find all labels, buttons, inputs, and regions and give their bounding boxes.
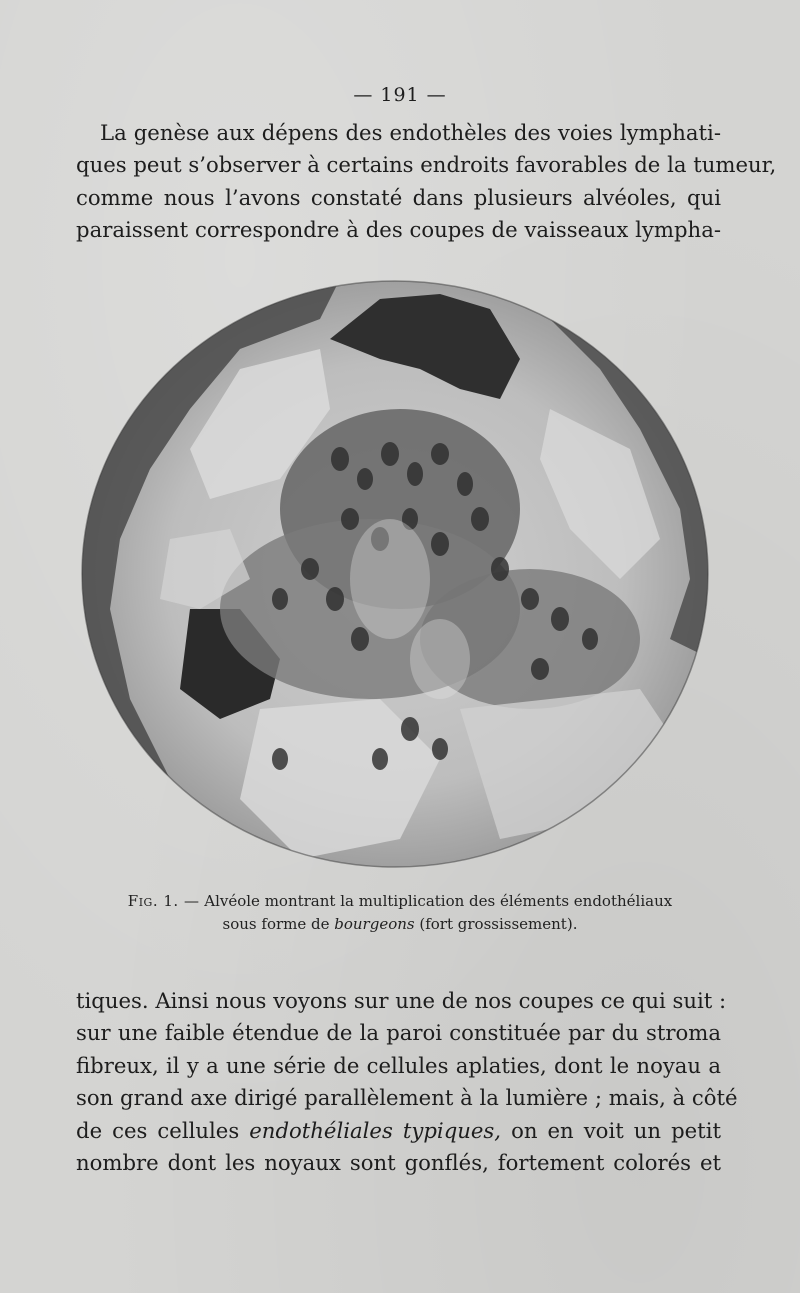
paragraph-line: fibreux, il y a une série de cellules aplaties, dont le noyau a: [76, 1052, 721, 1078]
text-run: de ces cellules: [76, 1117, 250, 1143]
paragraph-line: tiques. Ainsi nous voyons sur une de nos coupes ce qui suit :: [76, 988, 727, 1013]
caption-text: sous forme de: [222, 915, 335, 933]
paragraph-line: ques peut s’observer à certains endroits favorables de la tumeur,: [76, 152, 777, 178]
paragraph-line: sur une faible étendue de la paroi constituée par du stroma: [76, 1020, 721, 1046]
micrograph-image: [80, 279, 711, 869]
paragraph-line: nombre dont les noyaux sont gonflés, fortement colorés et: [76, 1150, 721, 1176]
paragraph-line: comme nous l’avons constaté dans plusieurs alvéoles, qui: [76, 184, 721, 210]
top-paragraph: [76, 117, 777, 247]
page-number: — 191 —: [353, 84, 447, 106]
caption-text: Alvéole montrant la multiplication des éléments endothéliaux: [204, 892, 673, 910]
figure-caption-line-2: [60, 913, 740, 936]
caption-emphasis: bourgeons: [334, 915, 415, 933]
text-run: on en voit un petit: [501, 1117, 721, 1143]
paragraph-line: son grand axe dirigé parallèlement à la lumière ; mais, à côté: [76, 1085, 738, 1111]
paragraph-line: La genèse aux dépens des endothèles des voies lymphati-: [100, 120, 721, 145]
paragraph-line: paraissent correspondre à des coupes de vaisseaux lympha-: [76, 217, 721, 243]
bottom-paragraph: [76, 985, 738, 1179]
emphasis-text: endothéliales typiques,: [249, 1117, 502, 1143]
figure-label: Fig. 1. —: [127, 892, 200, 910]
figure-caption-line-1: [60, 890, 740, 913]
micrograph-figure: [80, 279, 711, 869]
caption-text: (fort grossissement).: [414, 915, 578, 933]
paragraph-line: [76, 1115, 721, 1147]
